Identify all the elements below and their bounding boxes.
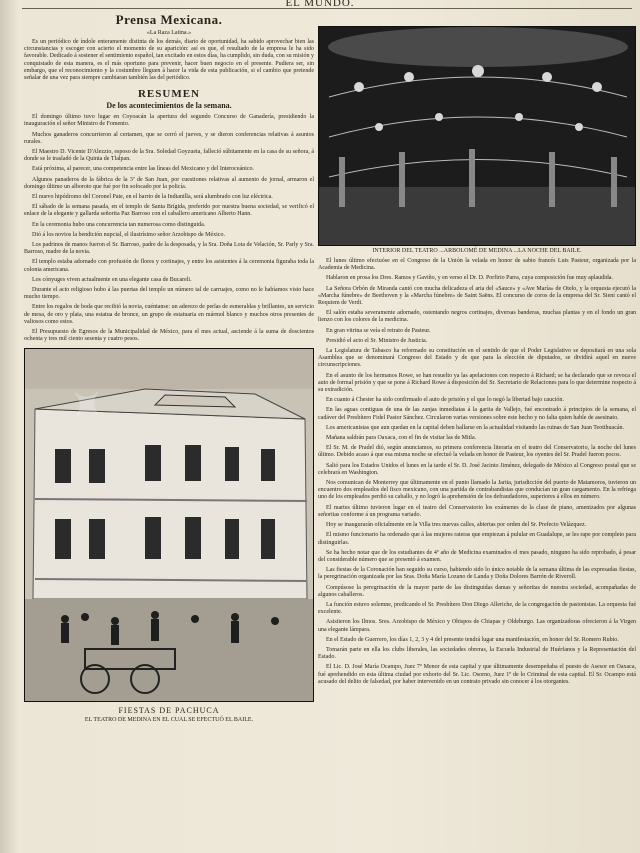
article-paragraph: El Presupuesto de Egresos de la Municipalidad de México, para el mes actual, asciende á la suma de doscientos ochenta y tres mil ciento sesenta y cuatro pesos. <box>24 329 314 343</box>
article-paragraph: Está próxima, al parecer, una competencia entre las líneas del Mexicano y del Interoceánico. <box>32 166 254 173</box>
intro-paragraph: Es un periódico de índole enteramente distinta de los demás, diario de oportunidad, ha sabido aprovechar bien las circunstancias y escoger con acierto el momento de su aparición: así es que, el resultado de la empresa le ha sido favorable. Dedicado á sostener el sentimiento español, tan excitado en estos días, ha cumplido, sin duda, con su misión y conquistado de esta manera, es el más oportuno para prevenir, hacer buen negocio en el presente. Pudiera ser, sin embargo, que el reconocimiento y la costumbre lleguen á hacer la vida de esta publicación, si el cambio que pretende señalar de una vez para siempre cambiaran también las del periódico. <box>24 39 314 82</box>
article-paragraph: Los americanistas que aun quedan en la capital deben hallarse en la actualidad visitando las ruinas de San Juan Teotihuacán. <box>326 424 625 431</box>
theatre-interior-photo <box>318 26 636 246</box>
article-paragraph: En cuanto á Chester ha sido confirmado el auto de prisión y el que lo negó la libertad bajo caución. <box>326 397 564 404</box>
section-title: Prensa Mexicana. <box>115 12 223 27</box>
article-paragraph: La Legislatura de Tabasco ha reformado su constitución en el sentido de que el Poder Legislativo se depositará en una sola Asamblea que se denominará Congreso del Estado y de que para la elección de diputados, se dividirá aquel en nueve circunscripciones. <box>318 348 636 369</box>
article-paragraph: El sábado de la semana pasada, en el templo de Santa Brígida, preferido por nuestra buena sociedad, se verificó el enlace de la elegante y gallarda señorita Paz Barroso con el caballero americano Alberto Hann. <box>24 204 314 218</box>
article-paragraph: El nuevo hipódromo del Coronel Pate, en el barrio de la Indianilla, será alumbrado con luz eléctrica. <box>32 194 273 201</box>
article-paragraph: Muchos ganaderos concurrieron al certamen, que se cerró el jueves, y se dieron conferencias relativas á asuntos rurales. <box>24 131 314 145</box>
article-paragraph: En la ceremonia hubo una concurrencia tan numerosa como distinguida. <box>32 221 206 228</box>
article-paragraph: El salón estaba severamente adornado, ostentando negros cortinajes, diversas banderas, muchas plantas y en el fondo un gran lienzo con los colores de la medicina. <box>318 310 636 324</box>
article-paragraph: El martes último tuvieron lugar en el teatro del Conservatorio los exámenes de la clase de piano, amenizados por algunas señoritas conforme á un programa variado. <box>318 504 636 518</box>
article-paragraph: Asistieron los Ilmos. Sres. Arzobispo de México y Obispos de Chiapas y Oldeburgo. Las organizadoras ofrecieron á la Virgen una elegante lámpara. <box>318 619 636 633</box>
article-paragraph: El lunes último efectuóse en el Congreso de la Unión la velada en honor de sabio francés Luis Pasteur, organizada por la Academia de Medicina. <box>318 258 636 272</box>
photo-subcaption: EL TEATRO DE MEDINA EN EL CUAL SE EFECTUÓ EL BAILE. <box>84 716 254 723</box>
article-paragraph: El Lic. D. José María Ocampo, Juez 7º Menor de esta capital y que últimamente desempeñaba el puesto de Asesor en Oaxaca, fué aprehendido en esta última ciudad por exhorto del Sr. Lic. Osorno, Juez 1º de lo Criminal de esta capital. El Sr. Ocampo está acusado del delito de falsedad, por haber intervenido en un contrato privado sin conocer á los otorgantes. <box>318 664 636 685</box>
article-paragraph: El domingo último tuvo lugar en Coyoacán la apertura del segundo Concurso de Ganadería, presidiendo la inauguración el señor Ministro de Fomento. <box>24 114 314 128</box>
article-paragraph: En el asunto de los hermanos Rowe, se han resuelto ya las apelaciones con respecto á Richard; se ha declarado que se revoca el auto de formal prisión y que se pone á Richard Rowe á disposición del Sr. Secretario de Relaciones para lo que determine respecto á su extradición. <box>318 372 636 394</box>
article-paragraph: Compúsose la peregrinación de la mayor parte de las distinguidas damas y señoritas de nuestra sociedad, acompañadas de algunos caballeros. <box>318 584 636 598</box>
running-title: EL MUNDO. <box>285 0 355 9</box>
article-paragraph: Salió para los Estados Unidos el lunes en la tarde el Sr. D. José Jacinto Jiménez, delegado de México al Congreso postal que se celebrará en Washington. <box>318 462 636 476</box>
article-paragraph: Nos comunican de Monterrey que últimamente en el punto llamado la Jarita, jurisdicción del puerto de Matamoros, tuvieron un encuentro dos empleados del fisco mexicano, con una partida de contrabandistas que conducían un gran cargamento. En la refriega uno de los empleados perdió su caballo, y no logró la aprehensión de los defraudadores, superiores á ellos en número. <box>318 480 636 501</box>
article-paragraph: El Sr. M. de Pradel dió, según anunciamos, su primera conferencia literaria en el teatro del Conservatorio, la noche del lunes último. Debido acaso á que esa misma noche se efectuó la velada en honor de Pasteur, los oyentes del Sr. Pradel fueron pocos. <box>318 445 636 459</box>
left-paragraphs <box>24 114 314 343</box>
watermark: ✦ <box>58 375 117 434</box>
interior-caption: INTERIOR DEL TEATRO ...ARBOLOMÉ DE MEDINA ...LA NOCHE DEL BAILE. <box>372 248 582 254</box>
article-paragraph: En el Estado de Guerrero, los días 1, 2, 3 y 4 del presente tendrá lugar una manifestación, en honor del Sr. Romero Rubio. <box>326 636 619 643</box>
article-paragraph: Dió á los novios la bendición nupcial, el ilustrísimo señor Arzobispo de México. <box>32 231 225 238</box>
article-paragraph: Entre los regalos de boda que recibió la novia, cuéntanse: un aderezo de perlas de esmeraldas y brillantes, un servicio de mesa, de oro y plata, una estatua de bronce, un grupo de estatuaria en mármol blanco y muchos otros presentes de valiosos como estos. <box>24 304 314 325</box>
resumen-heading: RESUMEN <box>137 88 200 101</box>
photo-caption: FIESTAS DE PACHUCA <box>118 705 220 715</box>
article-paragraph: Hoy se inaugurarán oficialmente en la Villa tres nuevas calles, abiertas por orden del Sr. Prefecto Velázquez. <box>326 522 587 529</box>
article-paragraph: Las fiestas de la Coronación han seguido su curso, habiendo sido lo único notable de la semana última de las expresadas fiestas, la peregrinación organizada por las Sras. Doña María Lozano de Landa y Doña Dolores Barrón de Riveroll. <box>318 567 636 581</box>
article-paragraph: El mismo funcionario ha ordenado que á las mujeres rateras que empiezan á pulular en Guadalupe, se les rape por completo para distinguirlas. <box>318 532 636 546</box>
article-paragraph: Presidió el acto el Sr. Ministro de Justicia. <box>326 337 428 344</box>
article-paragraph: El Maestro D. Vicente D'Alezzio, esposo de la Sra. Soledad Goyzueta, falleció súbitamente en la casa de su señora, á donde se le trasladó de la Quinta de Tlalpan. <box>24 149 314 163</box>
article-paragraph: Tomarán parte en ella los clubs liberales, las sociedades obreras, la Escuela Industrial de Huérfanos y la Representación del Estado. <box>318 646 636 661</box>
article-paragraph: Los padrinos de manos fueron el Sr. Barroso, padre de la desposada, y la Sra. Doña Lota de Velación, Sr. Parly y Sra. Barroso, madre de la novia. <box>24 242 314 256</box>
article-paragraph: Algunos panaderos de la fábrica de la 3ª de San Juan, por cuestiones relativas al aumento de jornal, armaron el domingo último un alboroto que fué por fin sofocado por la policía. <box>24 176 314 190</box>
article-paragraph: Durante el acto religioso hubo á las puertas del templo un número tal de carruajes, como no le habíamos visto hace mucho tiempo. <box>24 287 314 301</box>
article-paragraph: El templo estaba adornado con profusión de flores y cortinajes, y entre los asistentes á la ceremonia figuraba toda la colonia americana. <box>24 259 314 273</box>
right-column <box>318 12 636 689</box>
article-paragraph: Los cónyuges viven actualmente en una elegante casa de Bucareli. <box>32 276 192 283</box>
article-paragraph: En las aguas contiguas de una de las zanjas inmediatas á la garita de Vallejo, fué encontrado á principios de la semana, el cadáver del Presbítero Fidel Pastor Sánchez. Circularon varias versiones sobre este hecho y no falta quien hable de asesinato. <box>318 407 636 421</box>
article-paragraph: Mañana saldrán para Oaxaca, con el fin de visitar las de Mitla. <box>326 435 477 442</box>
right-paragraphs <box>318 258 636 686</box>
article-paragraph: Se ha hecho notar que de los estudiantes de 4º año de Medicina examinados el mes pasado, ninguno ha sido reprobado, á pesar del considerable número que se presentó á examen. <box>318 549 636 563</box>
article-paragraph: En gran vitrina se veía el retrato de Pasteur. <box>326 327 431 334</box>
header-rule <box>22 8 632 9</box>
left-column <box>24 12 314 727</box>
article-paragraph: La Señora Orbón de Miranda cantó con mucha delicadeza el aria del «Sauce» y «Ave María» de Otelo, y la orquesta ejecutó la «Marcha fúnebre» de Beethoven y la «Marcha fúnebre» de Saint Saëns. El concurso de coros de la empresa del Sr. Sieni cantó el Requiem de Verdi. <box>318 285 636 307</box>
resumen-subheading: De los acontecimientos de la semana. <box>106 101 232 111</box>
article-paragraph: Hablaron en prosa los Dres. Ramos y Gaviño, y en verso el Dr. D. Porfirio Parra, cuya composición fue muy aplaudida. <box>326 275 613 282</box>
theatre-interior-illustration <box>319 27 636 245</box>
section-subtitle: «La Raza Latina.» <box>146 30 192 36</box>
article-paragraph: La función estuvo solemne, predicando el Sr. Presbítero Don Diego Alleriche, de la congregación de pasionistas. La orquesta fué excelente. <box>318 601 636 616</box>
